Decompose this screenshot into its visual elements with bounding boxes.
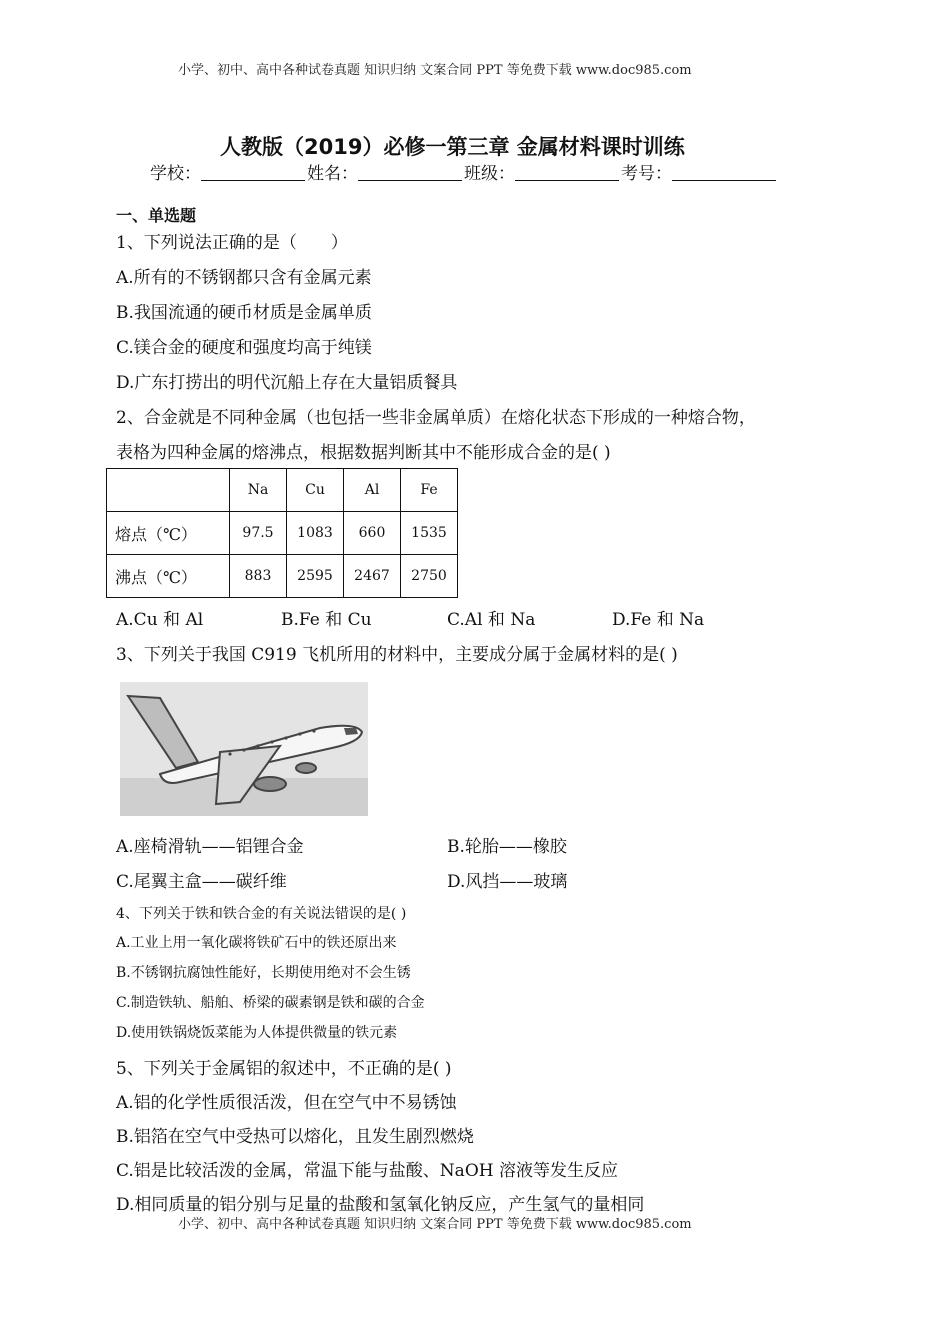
table-corner-cell <box>107 469 230 512</box>
class-label: 班级： <box>464 164 515 184</box>
airplane-photo <box>120 682 368 816</box>
question-1-option-a: A.所有的不锈钢都只含有金属元素 <box>116 268 372 288</box>
student-info-line <box>150 159 778 184</box>
name-blank <box>358 164 462 181</box>
question-3-option-a: A.座椅滑轨——铝锂合金 <box>116 837 304 857</box>
table-cell: 883 <box>230 555 287 598</box>
table-cell: 2595 <box>287 555 344 598</box>
metal-header: Cu <box>287 469 344 512</box>
school-label: 学校： <box>150 164 201 184</box>
question-3-stem: 3、下列关于我国 C919 飞机所用的材料中，主要成分属于金属材料的是( ) <box>116 645 678 665</box>
page-title: 人教版（2019）必修一第三章 金属材料课时训练 <box>220 135 685 159</box>
metal-header: Fe <box>401 469 458 512</box>
name-label: 姓名： <box>307 164 358 184</box>
table-row <box>107 555 458 598</box>
row-label: 熔点（℃） <box>107 512 230 555</box>
question-3-option-b: B.轮胎——橡胶 <box>447 837 567 857</box>
table-cell: 1535 <box>401 512 458 555</box>
number-label: 考号： <box>621 164 672 184</box>
table-header-row <box>107 469 458 512</box>
question-5-stem: 5、下列关于金属铝的叙述中，不正确的是( ) <box>116 1059 452 1079</box>
question-2-stem-line-2: 表格为四种金属的熔沸点，根据数据判断其中不能形成合金的是( ) <box>116 443 611 463</box>
cockpit-window <box>344 728 358 735</box>
metal-header: Na <box>230 469 287 512</box>
question-4-stem: 4、下列关于铁和铁合金的有关说法错误的是( ) <box>116 906 407 922</box>
number-blank <box>672 164 776 181</box>
question-4-option-d: D.使用铁锅烧饭菜能为人体提供微量的铁元素 <box>116 1025 398 1041</box>
question-3-option-c: C.尾翼主盒——碳纤维 <box>116 872 287 892</box>
table-cell: 660 <box>344 512 401 555</box>
question-4-option-c: C.制造铁轨、船舶、桥梁的碳素钢是铁和碳的合金 <box>116 995 425 1011</box>
question-1-option-d: D.广东打捞出的明代沉船上存在大量铝质餐具 <box>116 373 458 393</box>
question-2-option-c: C.Al 和 Na <box>447 610 536 630</box>
question-5-option-d: D.相同质量的铝分别与足量的盐酸和氢氧化钠反应，产生氢气的量相同 <box>116 1195 645 1215</box>
question-2-option-b: B.Fe 和 Cu <box>281 610 372 630</box>
question-3-option-d: D.风挡——玻璃 <box>447 872 568 892</box>
question-1-stem: 1、下列说法正确的是（ ） <box>116 233 348 253</box>
footer-banner: 小学、初中、高中各种试卷真题 知识归纳 文案合同 PPT 等免费下载 www.doc985.com <box>178 1217 692 1232</box>
section-heading: 一、单选题 <box>116 206 197 225</box>
table-row <box>107 512 458 555</box>
question-2-option-d: D.Fe 和 Na <box>612 610 705 630</box>
question-2-option-a: A.Cu 和 Al <box>116 610 204 630</box>
melting-point-table <box>106 468 458 598</box>
header-banner: 小学、初中、高中各种试卷真题 知识归纳 文案合同 PPT 等免费下载 www.doc985.com <box>178 63 692 78</box>
question-5-option-c: C.铝是比较活泼的金属，常温下能与盐酸、NaOH 溶液等发生反应 <box>116 1161 618 1181</box>
metal-header: Al <box>344 469 401 512</box>
question-1-option-c: C.镁合金的硬度和强度均高于纯镁 <box>116 338 372 358</box>
school-blank <box>201 164 305 181</box>
table-cell: 97.5 <box>230 512 287 555</box>
question-2-stem-line-1: 2、合金就是不同种金属（也包括一些非金属单质）在熔化状态下形成的一种熔合物， <box>116 408 756 428</box>
class-blank <box>515 164 619 181</box>
question-5-option-b: B.铝箔在空气中受热可以熔化，且发生剧烈燃烧 <box>116 1127 474 1147</box>
table-cell: 2750 <box>401 555 458 598</box>
question-1-option-b: B.我国流通的硬币材质是金属单质 <box>116 303 372 323</box>
question-4-option-a: A.工业上用一氧化碳将铁矿石中的铁还原出来 <box>116 935 397 951</box>
question-4-option-b: B.不锈钢抗腐蚀性能好，长期使用绝对不会生锈 <box>116 965 411 981</box>
table-cell: 1083 <box>287 512 344 555</box>
row-label: 沸点（℃） <box>107 555 230 598</box>
table-cell: 2467 <box>344 555 401 598</box>
question-5-option-a: A.铝的化学性质很活泼，但在空气中不易锈蚀 <box>116 1093 457 1113</box>
